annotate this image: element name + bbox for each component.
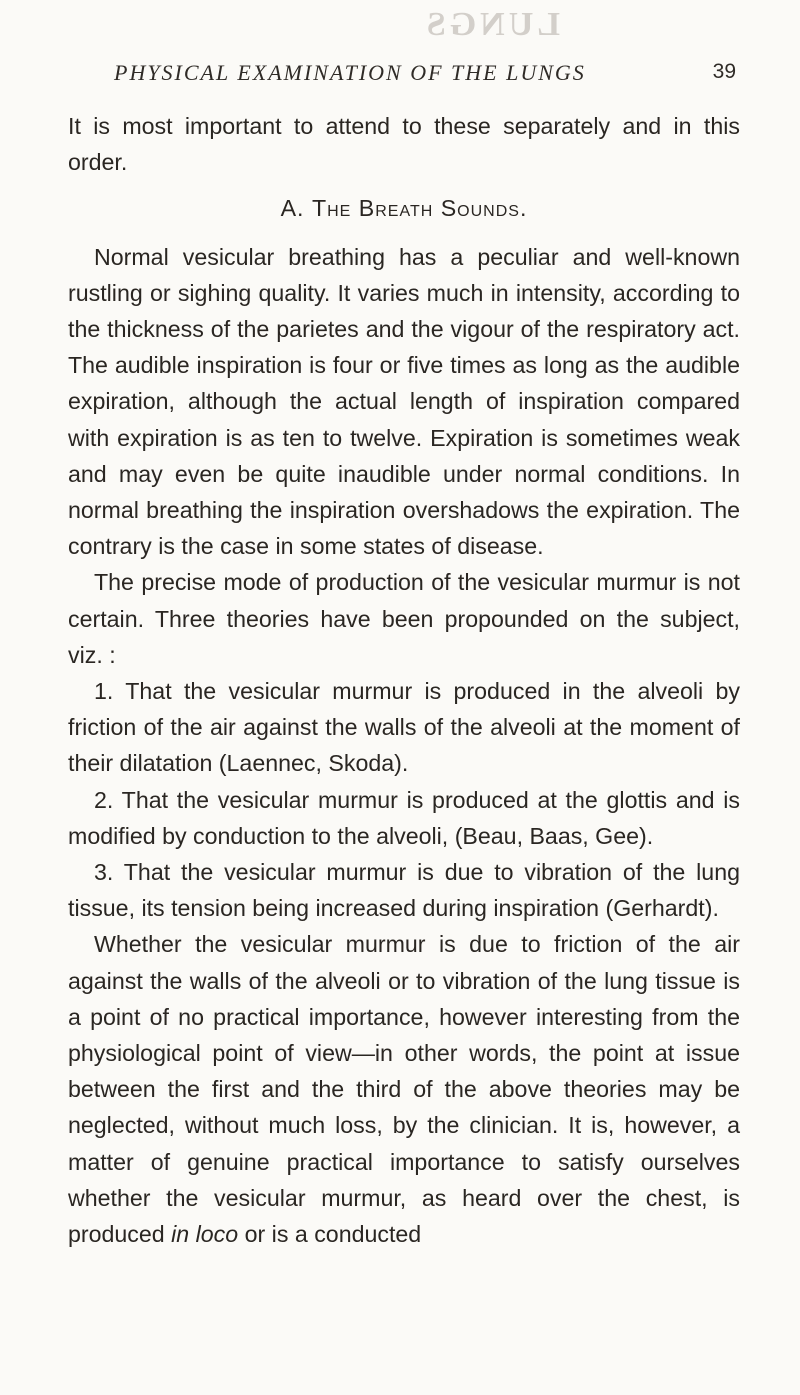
theory-item-3: 3. That the vesicular murmur is due to vibration of the lung tissue, its tension being increased during inspiration (Gerhardt). [68, 859, 740, 922]
page-number: 39 [712, 60, 736, 83]
running-title: PHYSICAL EXAMINATION OF THE LUNGS [114, 60, 586, 85]
bleed-through-text: LUNGS [422, 6, 560, 43]
latin-phrase: in loco [171, 1221, 239, 1248]
paragraph-theories-intro: The precise mode of production of the vesicular murmur is not certain. Three theories have been propounded on the subject, viz. : [68, 569, 740, 668]
paragraph-normal-breathing: Normal vesicular breathing has a peculiar and well-known rustling or sighing quality. It varies much in intensity, according to the thickness of the parietes and the vigour of the respiratory act. The audible inspiration is four or five times as long as the audible expiration, although the actual length of inspiration compared with expiration is as ten to twelve. Expiration is sometimes weak and may even be quite inaudible under normal conditions. In normal breathing the inspiration overshadows the expiration. The contrary is the case in some states of disease. [68, 243, 740, 560]
section-letter: A. [280, 195, 305, 222]
page-body [68, 108, 740, 1252]
intro-paragraph: It is most important to attend to these separately and in this order. [68, 113, 740, 176]
section-heading [68, 190, 740, 226]
paragraph-practical-importance [68, 926, 740, 1252]
theory-item-1: 1. That the vesicular murmur is produced in the alveoli by friction of the air against the walls of the alveoli at the moment of their dilatation (Laennec, Skoda). [68, 678, 740, 777]
section-title: The Breath Sounds. [311, 195, 528, 222]
paragraph-text-start: Whether the vesicular murmur is due to friction of the air against the walls of the alveoli or to vibration of the lung tissue is a point of no practical importance, however interesting from the physiological point of view—in other words, the point at issue between the first and the third of the above theories may be neglected, without much loss, by the clinician. It is, however, a matter of genuine practical importance to satisfy ourselves whether the vesicular murmur, as heard over the chest, is produced [68, 931, 740, 1248]
theory-item-2: 2. That the vesicular murmur is produced at the glottis and is modified by conduction to the alveoli, (Beau, Baas, Gee). [68, 786, 740, 849]
paragraph-text-end: or is a conducted [238, 1221, 422, 1248]
running-head [114, 60, 736, 94]
